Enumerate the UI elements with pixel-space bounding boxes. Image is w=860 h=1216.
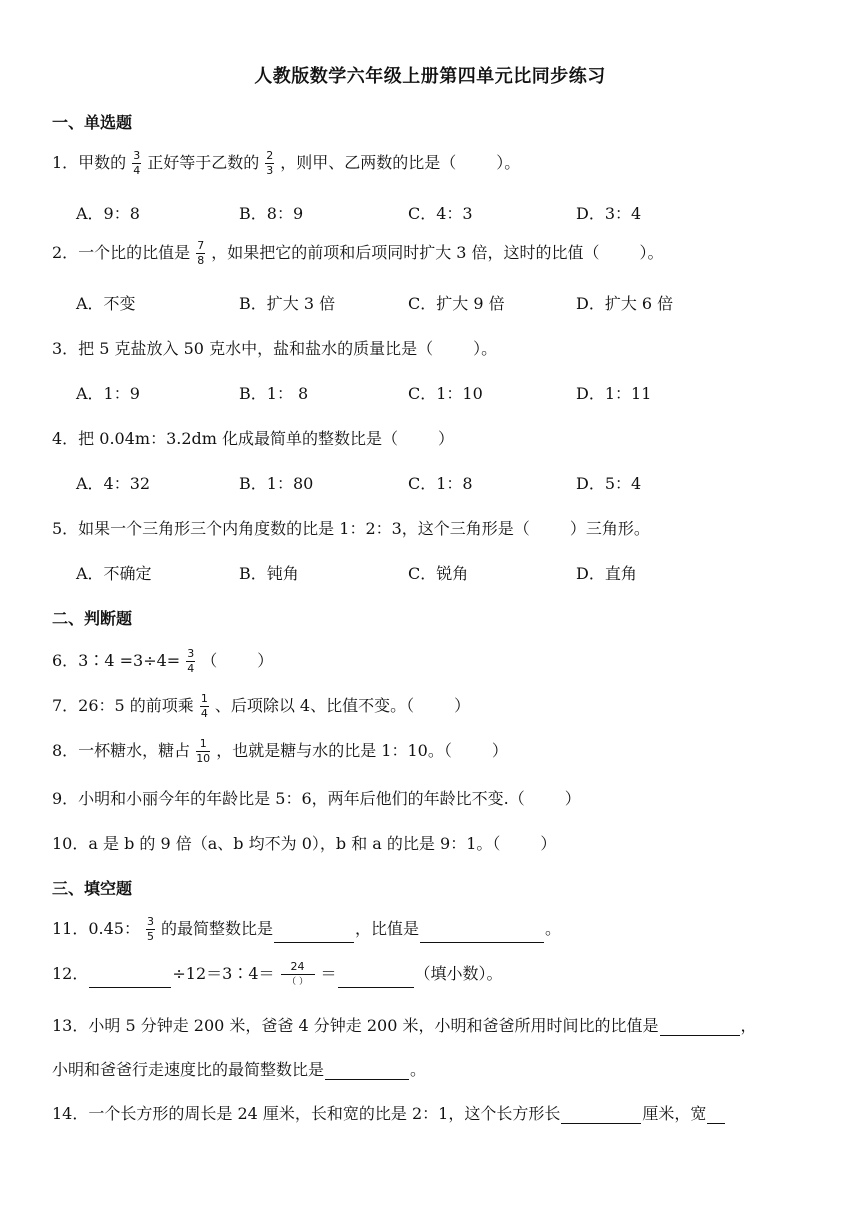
question-14: 14．一个长方形的周长是 24 厘米，长和宽的比是 2：1，这个长方形长 厘米，宽 (52, 1101, 726, 1124)
question-2: 2．一个比的比值是 $\frac{7}{8}$ ，如果把它的前项和后项同时扩大 3 倍，这时的比值（ ）。 (52, 239, 664, 267)
question-3-options (76, 381, 776, 405)
question-4-options (76, 471, 776, 495)
fraction-1-4: $\frac{1}{4}$ (200, 692, 208, 720)
answer-blank[interactable] (325, 1063, 409, 1080)
option-a[interactable]: A．9：8 (76, 204, 140, 223)
option-d[interactable]: D．扩大 6 倍 (576, 294, 674, 313)
answer-blank[interactable] (707, 1107, 725, 1124)
option-c[interactable]: C．1：10 (408, 384, 483, 403)
question-13-line-1: 13．小明 5 分钟走 200 米，爸爸 4 分钟走 200 米，小明和爸爸所用时间比的比值是 ， (52, 1016, 757, 1035)
question-2-options (76, 291, 776, 315)
option-b[interactable]: B．扩大 3 倍 (239, 294, 336, 313)
fraction-24-blank: $\frac{24}{( )}$ (281, 961, 315, 988)
question-9: 9．小明和小丽今年的年龄比是 5：6，两年后他们的年龄比不变.（ ） (52, 789, 581, 808)
fraction-3-5: $\frac{3}{5}$ (147, 915, 154, 943)
fraction-1-10: $\frac{1}{10}$ (196, 737, 211, 765)
question-10: 10．a 是 b 的 9 倍（a、b 均不为 0），b 和 a 的比是 9：1。（ ） (52, 834, 557, 853)
option-a[interactable]: A．4：32 (76, 474, 151, 493)
section-heading-true-false: 二、判断题 (52, 609, 133, 628)
fraction-3-4: $\frac{3}{4}$ (187, 647, 195, 675)
option-d[interactable]: D．5：4 (576, 474, 642, 493)
question-13-line-2: 小明和爸爸行走速度比的最简整数比是 。 (52, 1060, 427, 1079)
option-b[interactable]: B．1：80 (239, 474, 314, 493)
option-c[interactable]: C．锐角 (408, 564, 469, 583)
question-3: 3．把 5 克盐放入 50 克水中，盐和盐水的质量比是（ ）。 (52, 339, 498, 358)
option-a[interactable]: A．不变 (76, 294, 136, 313)
question-1-options (76, 201, 776, 225)
option-b[interactable]: B．8：9 (239, 204, 304, 223)
option-d[interactable]: D．3：4 (576, 204, 642, 223)
option-b[interactable]: B．钝角 (239, 564, 299, 583)
question-1-text-mid: 正好等于乙数的 (147, 153, 260, 172)
option-c[interactable]: C．1：8 (408, 474, 473, 493)
fraction-7-8: $\frac{7}{8}$ (197, 239, 205, 267)
answer-blank[interactable] (660, 1019, 740, 1036)
option-a[interactable]: A．不确定 (76, 564, 152, 583)
option-d[interactable]: D．1：11 (576, 384, 652, 403)
question-11: 11．0.45： $\frac{3}{5}$ 的最简整数比是 ，比值是 。 (52, 915, 562, 943)
question-4: 4．把 0.04m：3.2dm 化成最简单的整数比是（ ） (52, 429, 455, 448)
question-1-text-post: ，则甲、乙两数的比是（ (280, 153, 457, 172)
question-12: 12． ÷12＝3∶4＝ $\frac{24}{( )}$ ＝ （填小数）。 (52, 960, 503, 987)
fraction-2-3: $\frac{2}{3}$ (266, 149, 274, 177)
fraction-3-4: $\frac{3}{4}$ (133, 149, 141, 177)
option-b[interactable]: B．1： 8 (239, 384, 309, 403)
answer-blank[interactable] (274, 926, 354, 943)
option-c[interactable]: C．4：3 (408, 204, 473, 223)
answer-blank[interactable] (89, 971, 171, 988)
question-5-options (76, 561, 776, 585)
option-d[interactable]: D．直角 (576, 564, 637, 583)
question-1-text-pre: 1．甲数的 (52, 153, 127, 172)
question-5: 5．如果一个三角形三个内角度数的比是 1：2：3，这个三角形是（ ）三角形。 (52, 519, 650, 538)
answer-blank[interactable] (420, 926, 544, 943)
answer-blank[interactable] (561, 1107, 641, 1124)
section-heading-single-choice: 一、单选题 (52, 113, 133, 132)
answer-blank[interactable] (338, 971, 414, 988)
page-title: 人教版数学六年级上册第四单元比同步练习 (254, 66, 606, 87)
question-7: 7．26：5 的前项乘 $\frac{1}{4}$ 、后项除以 4、比值不变。（ ） (52, 692, 471, 720)
question-1: 1．甲数的 $\frac{3}{4}$ 正好等于乙数的 $\frac{2}{3}$ ，则甲、乙两数的比是（ ）。 (52, 149, 521, 177)
option-c[interactable]: C．扩大 9 倍 (408, 294, 505, 313)
section-heading-fill-in: 三、填空题 (52, 879, 133, 898)
question-8: 8．一杯糖水，糖占 $\frac{1}{10}$ ，也就是糖与水的比是 1：10。（ ） (52, 737, 508, 765)
question-6: 6．3∶4 =3÷4= $\frac{3}{4}$ （ ） (52, 647, 274, 675)
option-a[interactable]: A．1：9 (76, 384, 140, 403)
